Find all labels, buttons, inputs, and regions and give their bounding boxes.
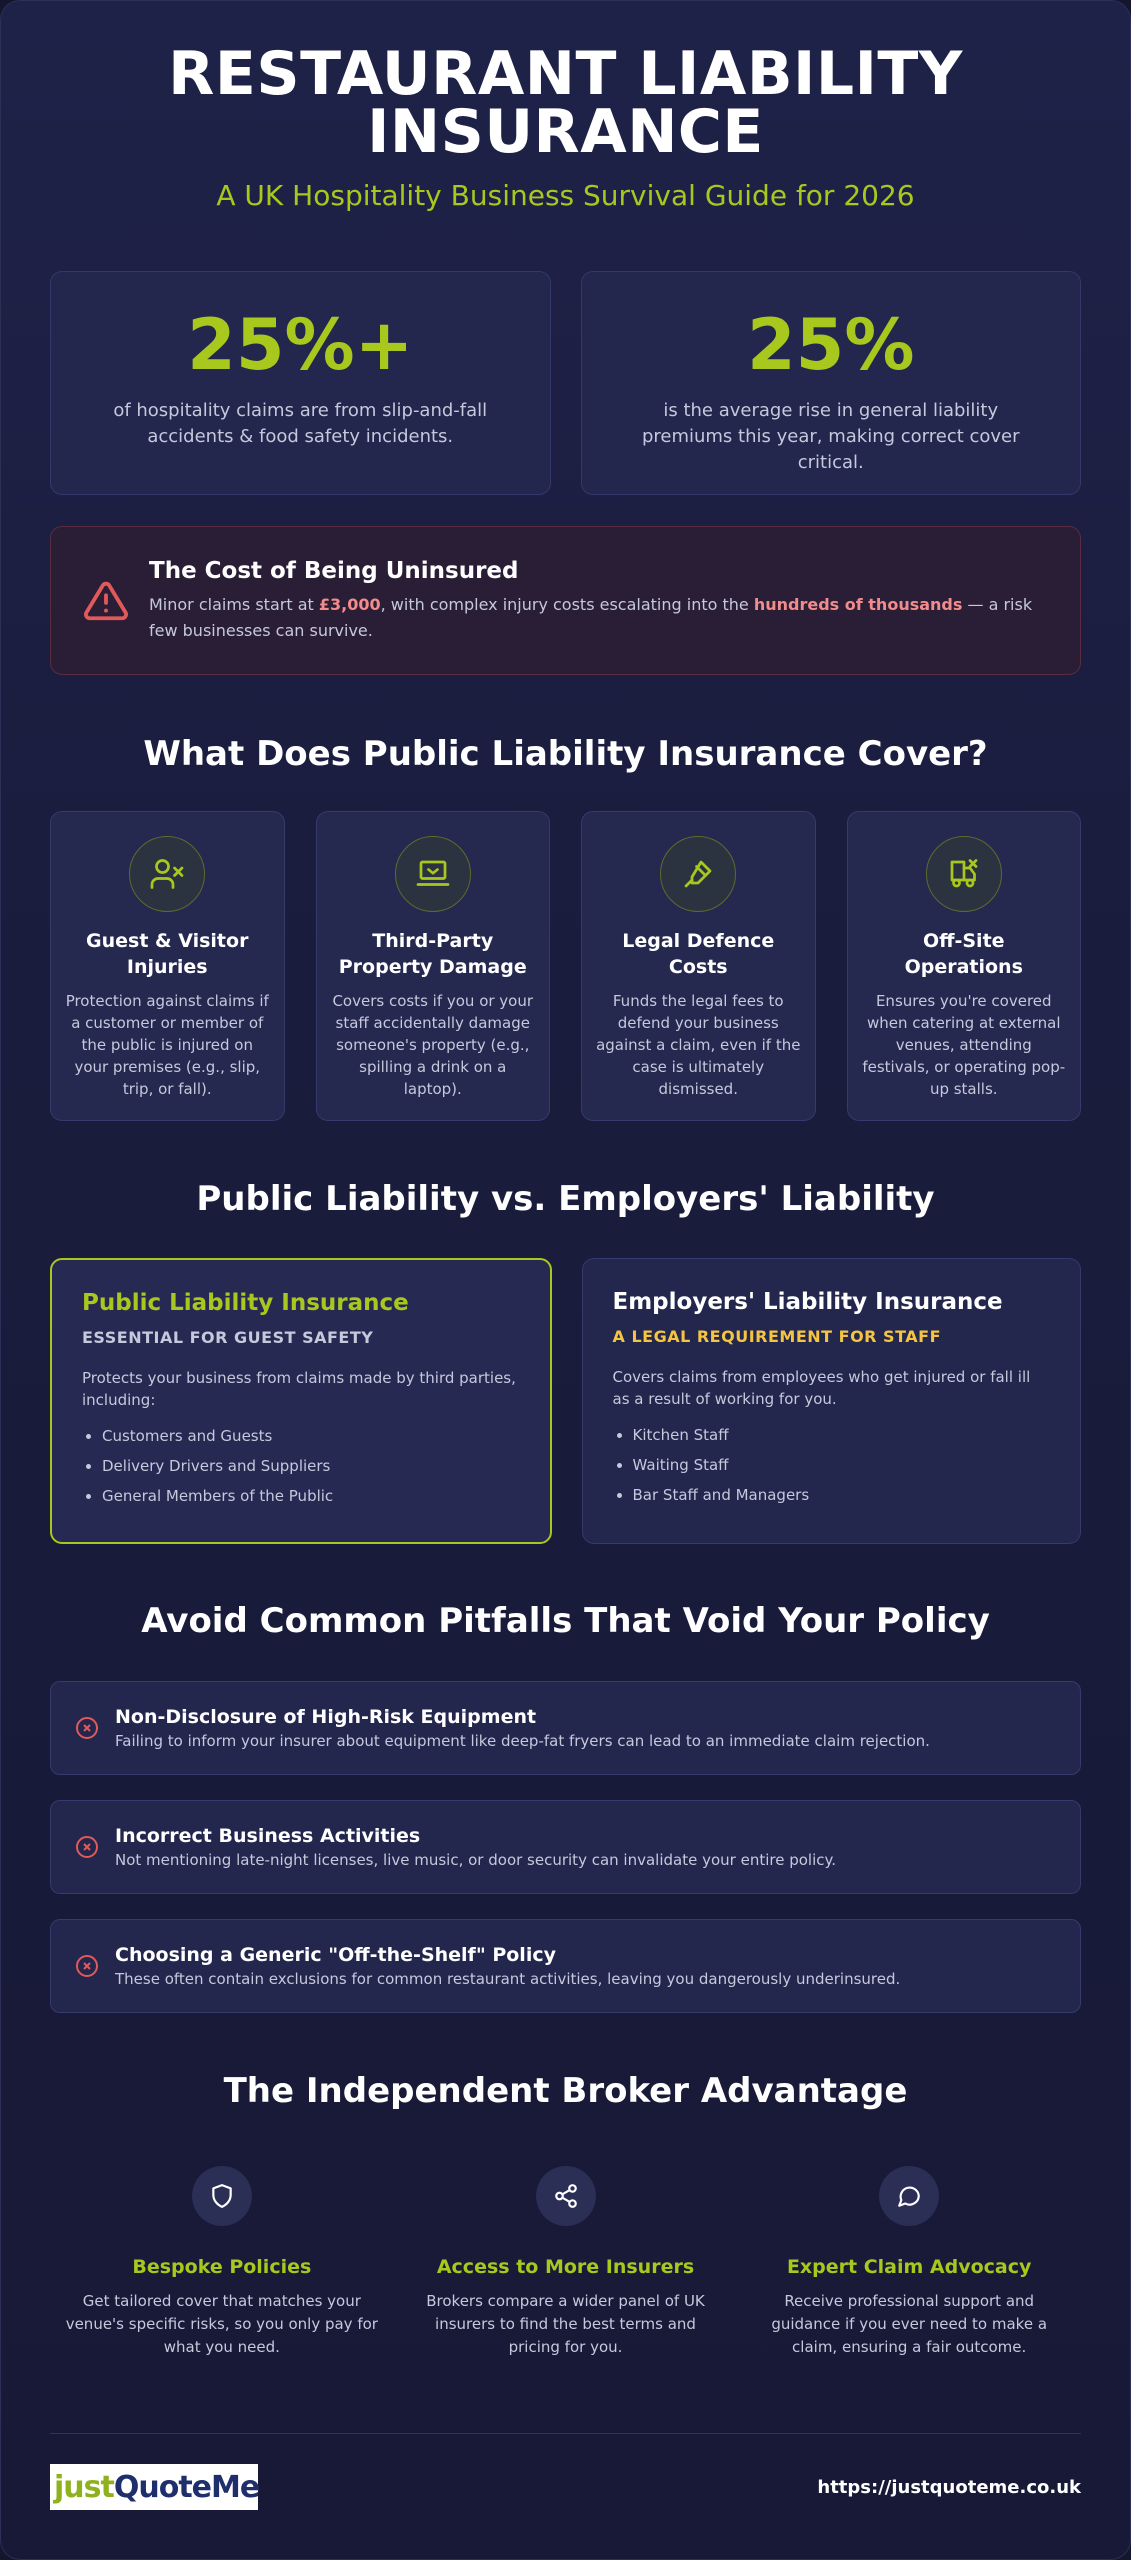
cover-section-title: What Does Public Liability Insurance Cover? [143,734,988,774]
warning-triangle-icon [83,578,129,624]
alert-text: Minor claims start at £3,000, with complex injury costs escalating into the hundreds of thousands — a risk few businesses can survive. [149,594,1033,640]
advantage-title: Bespoke Policies [132,2256,312,2278]
pitfall-text: Not mentioning late-night licenses, live music, or door security can invalidate your entire policy. [115,1851,836,1869]
card-title: Legal Defence Costs [622,930,775,978]
employers-liability-list [613,1420,1051,1510]
list-item: • Customers and Guests [102,1421,520,1451]
stat-card [50,271,551,495]
x-circle-icon [75,1835,99,1859]
truck-x-icon [946,856,982,892]
card-text: Covers costs if you or your staff accidentally damage someone's property (e.g., spilling a drink on a laptop). [332,992,534,1098]
public-liability-tag: ESSENTIAL FOR GUEST SAFETY [82,1328,374,1347]
pitfall-title: Incorrect Business Activities [115,1825,421,1847]
laptop-icon [415,856,451,892]
website-link[interactable]: https://justquoteme.co.uk [817,2477,1081,2498]
share-icon [553,2183,579,2209]
stat-description: is the average rise in general liability premiums this year, making correct cover critical. [641,400,1020,473]
brand-logo[interactable] [50,2464,258,2510]
list-item: • Kitchen Staff [633,1420,1051,1450]
cover-cards [50,811,1081,1121]
employers-liability-title: Employers' Liability Insurance [612,1289,1003,1315]
chat-bubble-icon [896,2183,922,2209]
title-line-2: INSURANCE [367,97,764,167]
page-subtitle: A UK Hospitality Business Survival Guide for 2026 [216,179,915,212]
advantage-item [394,2166,738,2359]
advantage-text: Receive professional support and guidance if you ever need to make a claim, ensuring a fair outcome. [771,2292,1048,2356]
pitfall-item [50,1919,1081,2013]
user-x-icon [149,856,185,892]
advantage-title: Access to More Insurers [436,2256,695,2278]
pitfall-title: Non-Disclosure of High-Risk Equipment [115,1706,537,1728]
title-line-1: RESTAURANT LIABILITY [168,39,963,109]
x-circle-icon [75,1954,99,1978]
logo-text-part1: just [54,2469,114,2505]
broker-advantages [50,2166,1081,2359]
logo-text-part2: QuoteMe [113,2469,260,2505]
advantage-text: Brokers compare a wider panel of UK insurers to find the best terms and pricing for you. [426,2292,705,2356]
pitfall-item [50,1800,1081,1894]
pitfall-item [50,1681,1081,1775]
cover-card-guest-injuries [50,811,285,1121]
stat-value: 25%+ [187,304,414,386]
footer-divider [50,2433,1081,2434]
card-title: Third-Party Property Damage [338,930,527,978]
stat-value: 25% [746,304,915,386]
alert-highlight: hundreds of thousands [753,594,963,614]
pitfalls-section-title: Avoid Common Pitfalls That Void Your Policy [141,1601,990,1641]
shield-icon [209,2183,235,2209]
broker-section-title: The Independent Broker Advantage [223,2071,908,2111]
public-liability-box [50,1258,552,1544]
employers-liability-text: Covers claims from employees who get injured or fall ill as a result of working for you. [612,1368,1031,1408]
pitfall-text: Failing to inform your insurer about equipment like deep-fat fryers can lead to an immediate claim rejection. [115,1732,930,1750]
alert-title: The Cost of Being Uninsured [149,557,519,584]
page-title [1,39,1130,167]
stat-card [581,271,1082,495]
list-item: • Delivery Drivers and Suppliers [102,1451,520,1481]
advantage-title: Expert Claim Advocacy [786,2256,1032,2278]
employers-liability-box [582,1258,1082,1544]
pitfall-text: These often contain exclusions for common restaurant activities, leaving you dangerously underinsured. [115,1970,901,1988]
comparison-row [50,1258,1081,1544]
list-item: • Bar Staff and Managers [633,1480,1051,1510]
cover-card-property-damage [316,811,551,1121]
advantage-item [50,2166,394,2359]
gavel-icon [680,856,716,892]
card-title: Off-Site Operations [904,930,1023,978]
list-item: • Waiting Staff [633,1450,1051,1480]
card-title: Guest & Visitor Injuries [86,930,249,978]
card-text: Protection against claims if a customer or member of the public is injured on your premises (e.g., slip, trip, or fall). [65,992,269,1098]
public-liability-list [82,1421,520,1511]
stat-description: of hospitality claims are from slip-and-fall accidents & food safety incidents. [113,400,488,447]
card-text: Funds the legal fees to defend your business against a claim, even if the case is ultimately dismissed. [596,992,801,1098]
x-circle-icon [75,1716,99,1740]
public-liability-text: Protects your business from claims made by third parties, including: [82,1369,516,1409]
advantage-item [737,2166,1081,2359]
pitfall-title: Choosing a Generic "Off-the-Shelf" Policy [115,1944,556,1966]
public-liability-title: Public Liability Insurance [82,1290,409,1316]
cover-card-legal-costs [581,811,816,1121]
cover-card-offsite [847,811,1082,1121]
hero-header [1,1,1130,212]
uninsured-alert [50,526,1081,675]
advantage-text: Get tailored cover that matches your venue's specific risks, so you only pay for what you need. [65,2292,378,2356]
list-item: • General Members of the Public [102,1481,520,1511]
comparison-section-title: Public Liability vs. Employers' Liability [196,1179,935,1219]
card-text: Ensures you're covered when catering at external venues, attending festivals, or operating pop-up stalls. [862,992,1066,1098]
stats-row [50,271,1081,495]
employers-liability-tag: A LEGAL REQUIREMENT FOR STAFF [612,1327,941,1346]
alert-amount: £3,000 [318,594,381,614]
